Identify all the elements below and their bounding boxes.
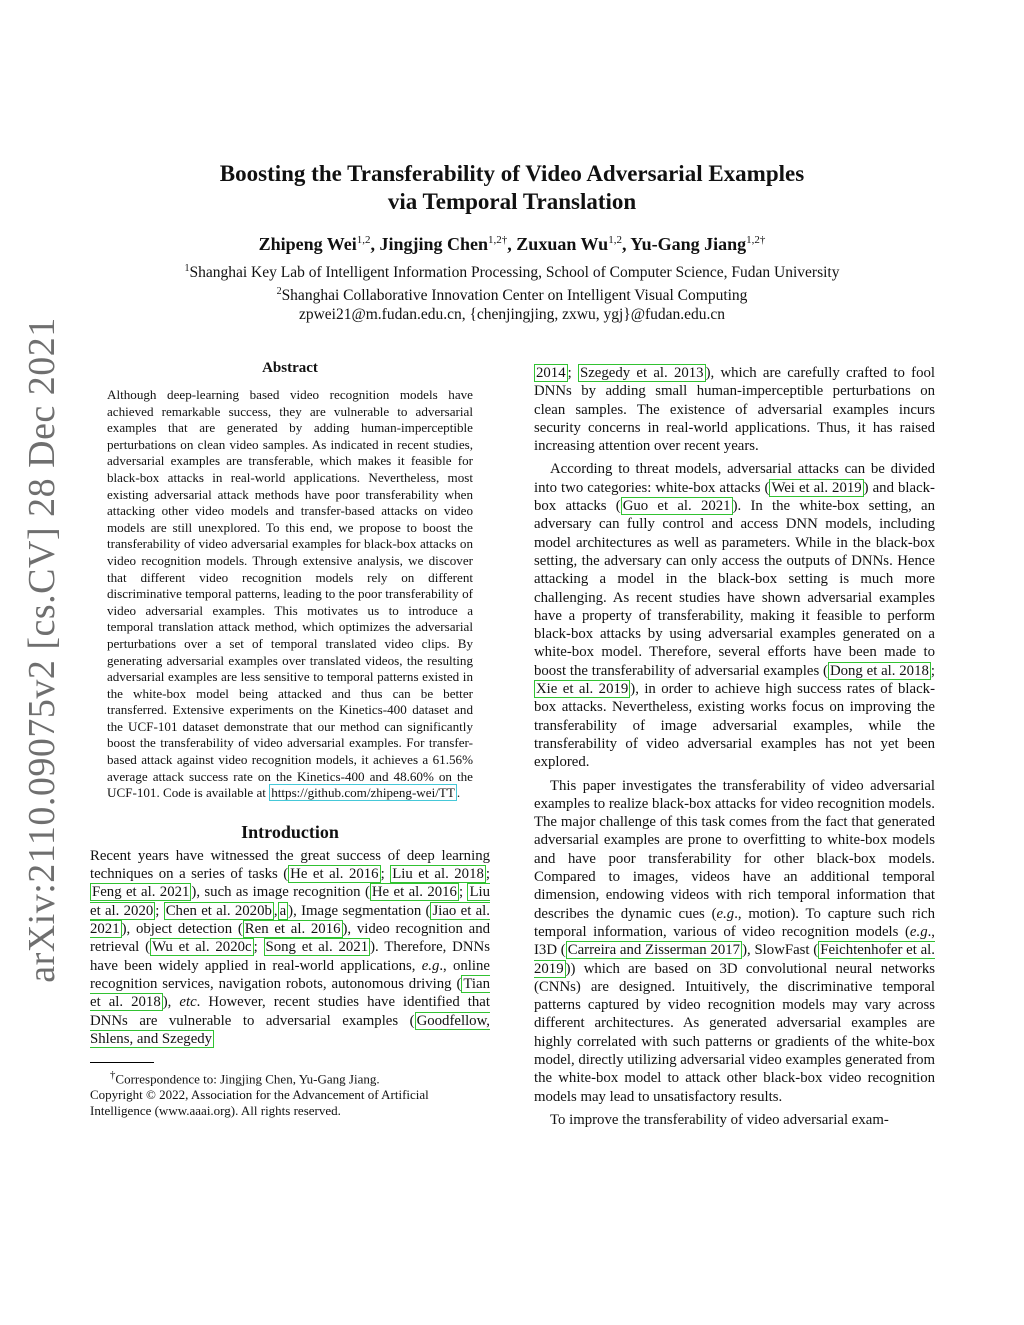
citation-link[interactable]: Xie et al. 2019 (536, 681, 629, 698)
citation-link[interactable]: Jiao et al. 2021 (90, 902, 490, 938)
citation-link[interactable]: Liu et al. 2020 (90, 884, 490, 919)
title-line-2: via Temporal Translation (387, 189, 637, 214)
author-name: Jingjing Chen (379, 234, 489, 254)
paper-title (0, 160, 1024, 216)
citation-link[interactable]: Wu et al. 2020c (152, 939, 252, 956)
correspondence-note: †Correspondence to: Jingjing Chen, Yu-Gang Jiang. (110, 1069, 380, 1087)
abstract-heading: Abstract (262, 360, 318, 376)
citation-link[interactable]: Guo et al. 2021 (622, 498, 731, 515)
italic-text: etc (179, 994, 197, 1011)
citation-link[interactable]: Song et al. 2021 (265, 939, 369, 956)
title-line-1: Boosting the Transferability of Video Adversarial Examples (219, 161, 805, 186)
intro-paragraph-4: To improve the transferability of video adversarial exam- (550, 1111, 889, 1128)
citation-link[interactable]: Chen et al. 2020b (165, 902, 272, 919)
code-link[interactable]: https://github.com/zhipeng-wei/TT (271, 785, 455, 801)
intro-paragraph-3: This paper investigates the transferability of video adversarial examples to realize black-box attacks for video recognition models. The major challenge of this task comes from the fact that generated adversarial examples are prone to overfitting to white-box models and have poor transferability for other black-box models. Compared to images, videos have an additional temporal dimension, endowing videos with rich temporal information that describes the dynamic cues (e.g., motion). To capture such rich temporal information, various of video recognition models (e.g., I3D ( Carreira and Zisserman 2017 ), SlowFast ( Feichtenhofer et al. 2019 )) which are based on 3D convolutional neural networks (CNNs) are designed. Intuitively, the discriminative temporal patterns captured by video recognition models may vary across different architectures. As generated adversarial examples are highly correlated with such patterns or gradients of the white-box model, directly utilizing adversarial video examples generated from the white-box model to attack other black-box video recognition models may lead to unsatisfactory results. (534, 777, 936, 1105)
author-name: Yu-Gang Jiang (630, 234, 747, 254)
italic-text: e.g (909, 923, 928, 940)
citation-link[interactable]: Wei et al. 2019 (771, 479, 862, 496)
author-name: Zuxuan Wu (516, 234, 609, 254)
left-column (90, 360, 490, 1119)
intro-paragraph-2: According to threat models, adversarial attacks can be divided into two categories: white-box attacks ( Wei et al. 2019 ) and black-box attacks ( Guo et al. 2021 ). In the white-box setting, an adversary can fully control and access DNN models, including model architectures as well as parameters. While in the black-box setting, the adversary can only access the outputs of DNNs. Hence attacking a model in the black-box setting is much more challenging. As recent studies have shown adversarial examples have a property of transferability, making it feasible to perform black-box attacks by using adversarial examples generated on a white-box model. Therefore, several efforts have been made to boost the transferability of adversarial examples ( Dong et al. 2018 ; Xie et al. 2019 ), in order to achieve high success rates of black-box attacks. Nevertheless, existing works focus on improving the transferability of image adversarial examples, while the transferability of video adversarial examples has not yet been explored. (534, 461, 935, 771)
abstract-text: Although deep-learning based video recognition models have achieved remarkable success, they are vulnerable to adversarial examples that are generated by adding human-imperceptible perturbations on clean video samples. As indicated in recent studies, adversarial examples are transferable, which makes it feasible for black-box attacks in real-world applications. Nevertheless, most existing adversarial attack methods have poor transferability when attacking other video models and transfer-based attacks on video models are still unexplored. To this end, we propose to boost the transferability of video adversarial examples for black-box attacks on video recognition models. Through extensive analysis, we discover that different video recognition models rely on different discriminative temporal patterns, leading to the poor transferability of video adversarial examples. This motivates us to introduce a temporal translation attack method, which optimizes the adversarial perturbations over a set of temporal translated video clips. By generating adversarial examples over translated videos, the resulting adversarial examples are less sensitive to temporal patterns existed in the white-box model being attacked and thus can be better transferred. Extensive experiments on the Kinetics-400 dataset and the UCF-101 dataset demonstrate that our method can significantly boost the transferability of video adversarial examples. For transfer-based attack against video recognition models, it achieves a 61.56% average attack success rate on the Kinetics-400 and 48.60% on the UCF-101. Code is available at (107, 387, 473, 801)
author-emails: zpwei21@m.fudan.edu.cn, {chenjingjing, zxwu, ygj}@fudan.edu.cn (298, 306, 726, 324)
citation-link[interactable]: He et al. 2016 (371, 884, 457, 901)
footnote (90, 1067, 490, 1119)
citation-link[interactable]: Szegedy et al. 2013 (579, 365, 704, 381)
intro-paragraph-1: Recent years have witnessed the great success of deep learning techniques on a series of tasks ( He et al. 2016 ; Liu et al. 2018 ; Feng et al. 2021 ), such as image recognition ( He et al. 2016 ; Liu et al. 2020 ; Chen et al. 2020b , a ), Image segmentation ( Jiao et al. 2021 ), object detection ( Ren et al. 2016 ), video recognition and retrieval ( Wu et al. 2020c ; Song et al. 2021 ). Therefore, DNNs have been widely applied in real-world applications, e.g., online recognition services, navigation robots, autonomous driving ( Tian et al. 2018 ), etc. However, recent studies have identified that DNNs are vulnerable to adversarial examples ( Goodfellow, Shlens, and Szegedy (90, 847, 491, 1047)
copyright-note: Copyright © 2022, Association for the Advancement of Artificial Intelligence (www.aaai.org). All rights reserved. (90, 1087, 429, 1119)
citation-link[interactable]: Carreira and Zisserman 2017 (567, 942, 741, 959)
citation-link[interactable]: Goodfellow, Shlens, and Szegedy (90, 1012, 490, 1047)
author-name: Zhipeng Wei (258, 234, 357, 254)
citation-link[interactable]: a (279, 902, 287, 919)
abstract-body: Although deep-learning based video recognition models have achieved remarkable success, they are vulnerable to adversarial examples that are generated by adding human-imperceptible perturbations on clean video samples. As indicated in recent studies, adversarial examples are transferable, which makes it feasible for black-box attacks in real-world applications. Nevertheless, most existing adversarial attack methods have poor transferability when attacking other video models and transfer-based attacks on video models are still unexplored. To this end, we propose to boost the transferability of video adversarial examples for black-box attacks on video recognition models. Through extensive analysis, we discover that different video recognition models rely on different discriminative temporal patterns, leading to the poor transferability of video adversarial examples. This motivates us to introduce a temporal translation attack method, which optimizes the adversarial perturbations over a set of temporal translated video clips. By generating adversarial examples over translated videos, the resulting adversarial examples are less sensitive to temporal patterns existed in the white-box model being attacked and thus can be better transferred. Extensive experiments on the Kinetics-400 dataset and the UCF-101 dataset demonstrate that our method can significantly boost the transferability of video adversarial examples. For transfer-based attack against video recognition models, it achieves a 61.56% average attack success rate on the Kinetics-400 and 48.60% on the UCF-101. Code is available at https://github.com/zhipeng-wei/TT . (107, 387, 473, 801)
citation-link[interactable]: Feichtenhofer et al. 2019 (534, 942, 935, 977)
introduction-heading: Introduction (241, 821, 339, 842)
intro-paragraph-1-cont: 2014 ; Szegedy et al. 2013 ), which are carefully crafted to fool DNNs by adding small human-imperceptible perturbations on clean samples. The existence of adversarial examples incurs security concerns in real-world applications. Thus, it has raised increasing attention over recent years. (534, 365, 935, 455)
arxiv-identifier: arXiv:2110.09075v2 [cs.CV] 28 Dec 2021 (21, 317, 63, 983)
author-sup: 1,2† (488, 234, 508, 246)
affiliation-2: $^2$Shanghai Collaborative Innovation Center on Intelligent Visual Computing (276, 286, 748, 305)
citation-link[interactable]: Dong et al. 2018 (829, 662, 929, 679)
author-sup: 1,2 (608, 234, 622, 246)
citation-link[interactable]: Tian et al. 2018 (90, 975, 490, 1011)
author-list: Zhipeng Wei$^{1,2}$, Jingjing Chen$^{1,2\dagger}$, Zuxuan Wu$^{1,2}$, Yu-Gang Jiang$^{1,2\dagger}$ (258, 234, 766, 254)
italic-text: e.g (716, 905, 735, 922)
citation-link[interactable]: Feng et al. 2021 (92, 884, 190, 901)
right-column (534, 364, 935, 1129)
italic-text: e.g (421, 957, 440, 974)
citation-link[interactable]: Liu et al. 2018 (392, 866, 484, 883)
author-sup: 1,2† (746, 234, 766, 246)
citation-link[interactable]: 2014 (536, 365, 566, 381)
footnote-rule (90, 1062, 154, 1063)
author-sup: 1,2 (356, 234, 371, 246)
citation-link[interactable]: Ren et al. 2016 (244, 921, 341, 938)
affiliation-1: $^1$Shanghai Key Lab of Intelligent Information Processing, School of Computer Science, Fudan University (184, 263, 840, 282)
citation-link[interactable]: He et al. 2016 (290, 866, 379, 883)
arxiv-side-stamp (12, 317, 72, 983)
title-block (0, 160, 1024, 324)
